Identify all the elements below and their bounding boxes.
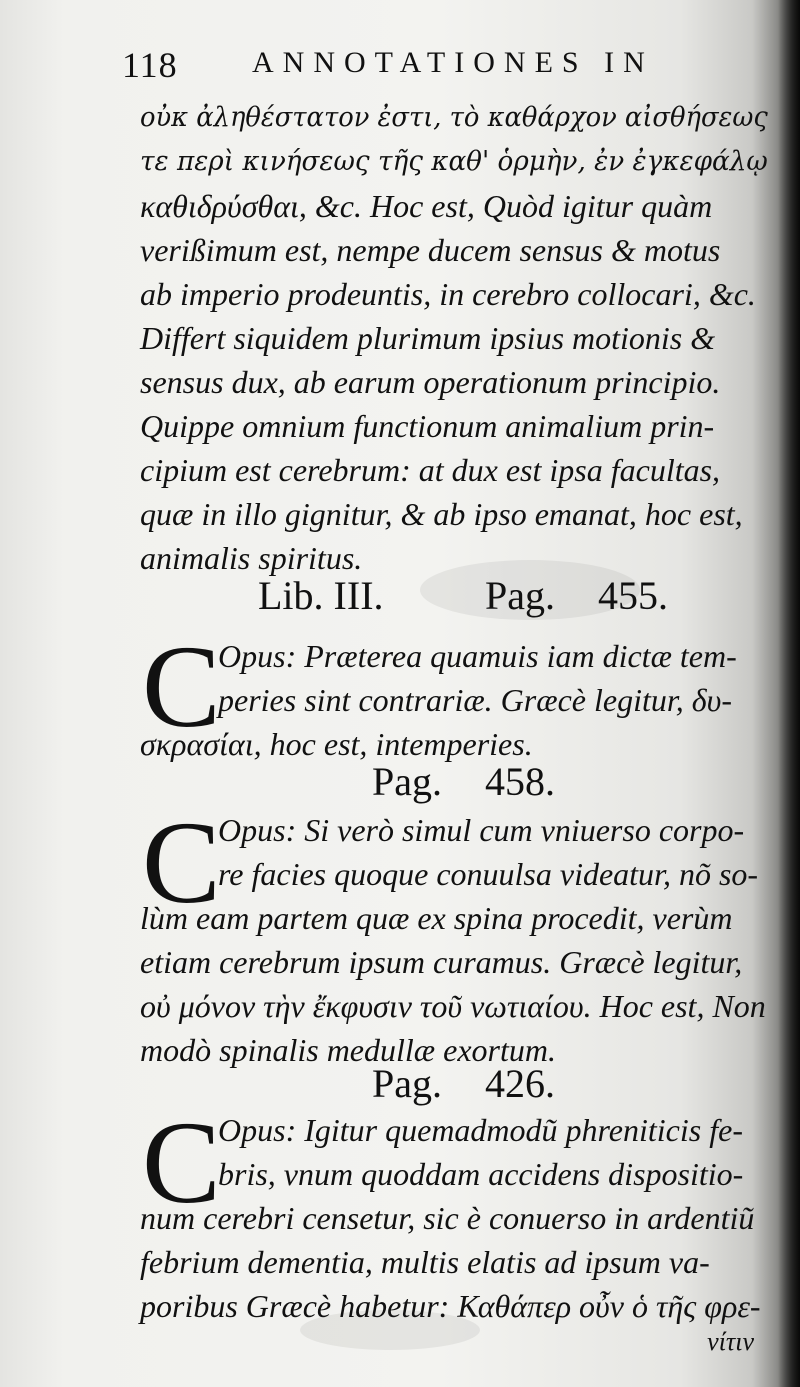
drop-cap: C (142, 1097, 221, 1228)
text-line: verißimum est, nempe ducem sensus & motus (140, 232, 721, 268)
text-line: sensus dux, ab earum operationum principio. (140, 364, 721, 400)
page-reference-label: Pag. (485, 573, 555, 618)
page-number: 118 (122, 45, 178, 85)
text-line: ab imperio prodeuntis, in cerebro collocari, &c. (140, 276, 756, 312)
page-reference-number: 458. (485, 759, 555, 804)
text-line: lùm eam partem quæ ex spina procedit, verùm (140, 900, 733, 936)
text-line: quæ in illo gignitur, & ab ipso emanat, hoc est, (140, 496, 743, 532)
text-line: etiam cerebrum ipsum curamus. Græcè legitur, (140, 944, 743, 980)
text-line: bris, vnum quoddam accidens dispositio- (218, 1156, 744, 1192)
text-line: modò spinalis medullæ exortum. (140, 1032, 556, 1068)
text-line: οὐ μόνον τὴν ἔκφυσιν τοῦ νωτιαίου. Hoc est, Non (140, 988, 766, 1024)
text-line: Opus: Igitur quemadmodũ phreniticis fe- (218, 1112, 743, 1148)
text-line: Opus: Præterea quamuis iam dictæ tem- (218, 638, 737, 674)
text-line: καθιδρύσθαι, &c. Hoc est, Quòd igitur quàm (140, 188, 713, 224)
page-reference-number: 455. (598, 573, 668, 618)
page-reference-label: Pag. (372, 759, 442, 804)
text-line: febrium dementia, multis elatis ad ipsum va- (140, 1244, 710, 1280)
text-line: poribus Græcè habetur: Καθάπερ οὖν ὁ τῆς φρε- (140, 1288, 761, 1324)
page-header (122, 44, 682, 88)
catchword: νίτιν (707, 1327, 754, 1356)
running-title: ANNOTATIONES IN (252, 46, 654, 79)
text-line: num cerebri censetur, sic è conuerso in ardentiũ (140, 1200, 755, 1236)
text-line: Quippe omnium functionum animalium prin- (140, 408, 715, 444)
page-reference-number: 426. (485, 1061, 555, 1106)
text-line: σκρασίαι, hoc est, intemperies. (140, 726, 533, 762)
drop-cap: C (142, 621, 221, 752)
text-line: Opus: Si verò simul cum vniuerso corpo- (218, 812, 745, 848)
text-line: cipium est cerebrum: at dux est ipsa facultas, (140, 452, 721, 488)
book-gutter (778, 0, 800, 1387)
text-line: peries sint contrariæ. Græcè legitur, δυ- (218, 682, 732, 718)
text-line: οὐκ ἀληθέστατον ἐστι, τὸ καθάρχον αἰσθήσεως (140, 102, 768, 133)
text-block-1 (140, 96, 768, 580)
page-reference-label: Pag. (372, 1061, 442, 1106)
drop-cap: C (142, 797, 221, 928)
text-line: animalis spiritus. (140, 540, 363, 576)
text-line: re facies quoque conuulsa videatur, nõ so- (218, 856, 759, 892)
text-line: τε περὶ κινήσεως τῆς καθ' ὁρμὴν, ἐν ἐγκεφάλῳ (140, 146, 768, 177)
text-line: Differt siquidem plurimum ipsius motionis & (140, 320, 716, 356)
book-reference: Lib. III. (258, 573, 384, 618)
